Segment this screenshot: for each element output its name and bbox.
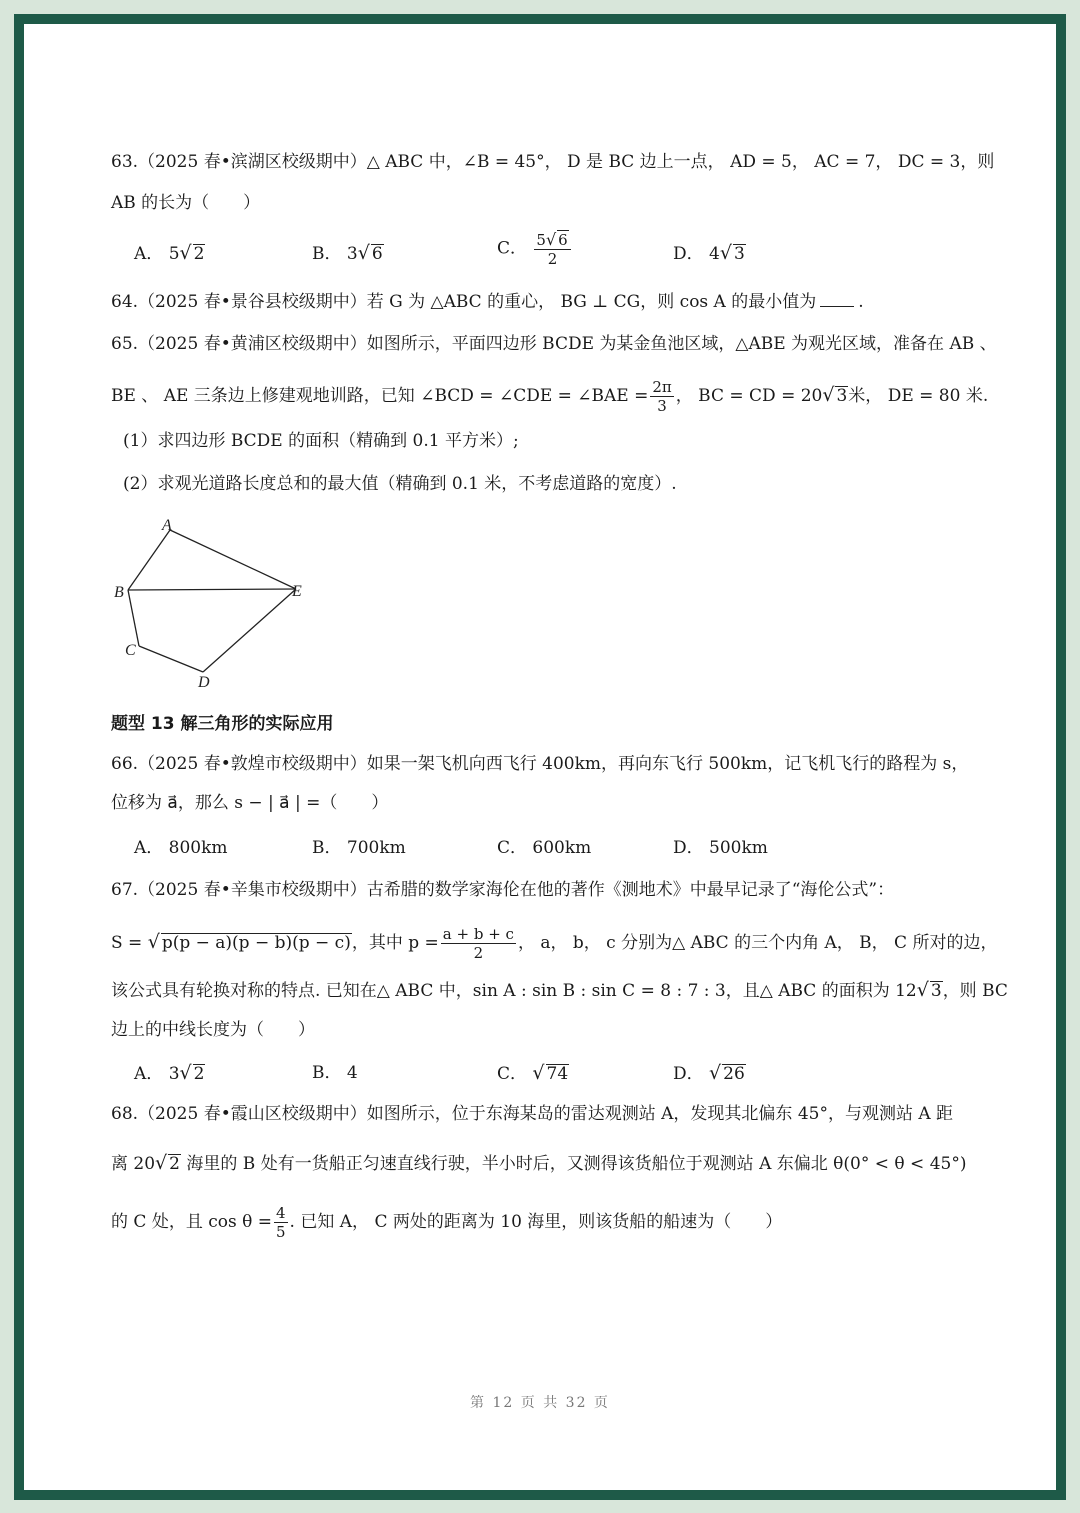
segment-be (128, 589, 296, 590)
page-number: 第 12 页 共 32 页 (470, 1395, 610, 1411)
answer-blank[interactable] (820, 292, 854, 307)
q67-option-c[interactable]: C． √ 74 (497, 1062, 569, 1084)
q64-text: 64.（2025 春•景谷县校级期中）若 G 为 △ABC 的重心， BG ⊥ CG，则 cos A 的最小值为 . (111, 292, 864, 312)
q67-option-a[interactable]: A． 3√ 2 (134, 1062, 205, 1084)
q68-line2: 离 20√ 2 海里的 B 处有一货船正匀速直线行驶，半小时后，又测得该货船位于观测站 A 东偏北 θ(0° < θ < 45°) (111, 1152, 967, 1174)
q63-line1: 63.（2025 春•滨湖区校级期中）△ ABC 中，∠B = 45°， D 是 BC 边上一点， AD = 5， AC = 7， DC = 3，则 (111, 152, 995, 172)
q67-option-b[interactable]: B． 4 (312, 1063, 358, 1083)
segment-cd (139, 646, 203, 672)
label-a: A (162, 517, 172, 534)
q67-line2: S = √ p(p − a)(p − b)(p − c)，其中 p = $\frac{a + b + c}{2}$ ， a， b， c 分别为△ ABC 的三个内角 A， B， C 所对的边， (111, 925, 998, 962)
q65-sub2: (2）求观光道路长度总和的最大值（精确到 0.1 米，不考虑道路的宽度）. (123, 474, 677, 494)
q65-sub1: (1）求四边形 BCDE 的面积（精确到 0.1 平方米）; (123, 431, 519, 451)
q67-line4: 边上的中线长度为（ ） (111, 1020, 315, 1040)
q66-line1: 66.（2025 春•敦煌市校级期中）如果一架飞机向西飞行 400km，再向东飞行 500km，记飞机飞行的路程为 s， (111, 754, 969, 774)
label-c: C (125, 642, 136, 659)
q65-line2: BE 、 AE 三条边上修建观地训路，已知 ∠BCD = ∠CDE = ∠BAE = $\frac{2\pi}{3}$ ， BC = CD = 20√ 3米， DE = 80 米. (111, 378, 989, 415)
q66-option-b[interactable]: B． 700km (312, 838, 406, 858)
q67-line3: 该公式具有轮换对称的特点. 已知在△ ABC 中，sin A : sin B : sin C = 8 : 7 : 3，且△ ABC 的面积为 12√ 3，则 BC (111, 979, 1008, 1001)
segment-bc (128, 590, 139, 646)
q68-line3: 的 C 处，且 cos θ = $\frac{4}{5}$ . 已知 A， C 两处的距离为 10 海里，则该货船的船速为（ ） (111, 1204, 783, 1241)
q65-line1: 65.（2025 春•黄浦区校级期中）如图所示，平面四边形 BCDE 为某金鱼池区域，△ABE 为观光区域，准备在 AB 、 (111, 334, 997, 354)
label-e: E (292, 583, 302, 600)
quadrilateral-figure (108, 512, 318, 692)
q66-option-a[interactable]: A． 800km (134, 838, 228, 858)
q66-line2: 位移为 a⃗，那么 s − | a⃗ | =（ ） (111, 793, 389, 813)
segment-ab (128, 530, 170, 590)
q63-line2: AB 的长为（ ） (111, 193, 261, 213)
q68-line1: 68.（2025 春•霞山区校级期中）如图所示，位于东海某岛的雷达观测站 A，发现其北偏东 45°，与观测站 A 距 (111, 1104, 954, 1124)
q67-option-d[interactable]: D． √ 26 (673, 1062, 745, 1084)
q63-option-a[interactable]: A． 5√ 2 (134, 242, 205, 264)
segment-de (203, 589, 296, 672)
section-heading: 题型 13 解三角形的实际应用 (111, 714, 334, 734)
q63-option-c[interactable]: C． $\frac{5√ 6}{2}$ (497, 230, 573, 268)
q67-line1: 67.（2025 春•辛集市校级期中）古希腊的数学家海伦在他的著作《测地术》中最早记录了“海伦公式”： (111, 880, 895, 900)
label-b: B (114, 584, 124, 601)
q63-option-d[interactable]: D． 4√ 3 (673, 242, 745, 264)
segment-ae (170, 530, 296, 589)
q66-option-d[interactable]: D． 500km (673, 838, 768, 858)
q63-option-b[interactable]: B． 3√ 6 (312, 242, 383, 264)
q66-option-c[interactable]: C． 600km (497, 838, 592, 858)
label-d: D (198, 674, 210, 691)
